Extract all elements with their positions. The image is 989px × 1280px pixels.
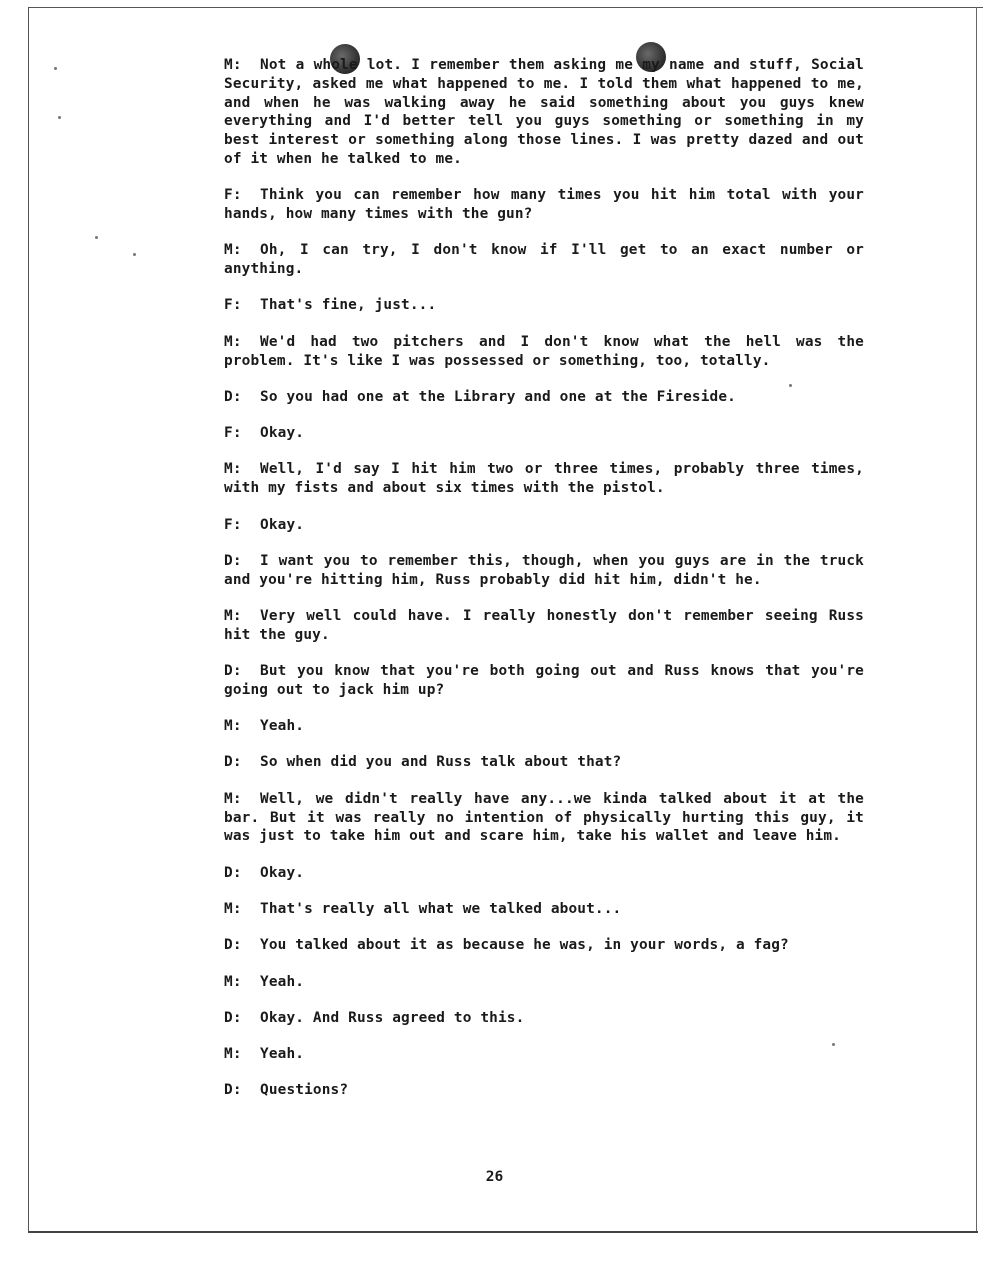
scan-speck (95, 236, 98, 239)
dialogue-text: Not a whole lot. I remember them asking me my name and stuff, Social Security, asked me what happened to me. I told them what happened to me, and when he was walking away he said something about you guys knew everything and I'd better tell you guys something or something in my best interest or something along those lines. I was pretty dazed and out of it when he talked to me. (224, 57, 864, 167)
scan-speck (54, 67, 57, 70)
transcript-entry (224, 424, 864, 443)
speaker-label: D: (224, 663, 242, 680)
speaker-label: F: (224, 425, 242, 442)
scan-speck (58, 116, 61, 119)
transcript-entry (224, 56, 864, 169)
dialogue-text: Okay. (260, 425, 305, 442)
dialogue-text: That's really all what we talked about... (260, 900, 622, 917)
transcript-entry (224, 864, 864, 883)
speaker-label: D: (224, 754, 242, 771)
transcript-body (224, 56, 864, 1118)
transcript-entry (224, 241, 864, 279)
transcript-entry (224, 1045, 864, 1064)
speaker-label: M: (224, 1046, 242, 1063)
dialogue-text: So you had one at the Library and one at the Fireside. (260, 388, 736, 405)
dialogue-text: Okay. (260, 516, 305, 533)
dialogue-text: That's fine, just... (260, 297, 437, 314)
speaker-label: D: (224, 1009, 242, 1026)
scan-border-left (28, 7, 29, 1232)
dialogue-text: Well, we didn't really have any...we kinda talked about it at the bar. But it was really no intention of physically hurting this guy, it was just to take him out and scare him, take his wallet and leave him. (224, 790, 864, 845)
dialogue-text: Well, I'd say I hit him two or three times, probably three times, with my fists and about six times with the pistol. (224, 461, 864, 497)
dialogue-text: Think you can remember how many times you hit him total with your hands, how many times with the gun? (224, 187, 864, 223)
speaker-label: M: (224, 973, 242, 990)
transcript-entry (224, 296, 864, 315)
transcript-entry (224, 552, 864, 590)
speaker-label: M: (224, 57, 242, 73)
speaker-label: M: (224, 718, 242, 735)
dialogue-text: Oh, I can try, I don't know if I'll get to an exact number or anything. (224, 242, 864, 278)
dialogue-text: Yeah. (260, 1046, 305, 1063)
transcript-entry (224, 717, 864, 736)
scan-speck (133, 253, 136, 256)
dialogue-text: But you know that you're both going out and Russ knows that you're going out to jack him up? (224, 663, 864, 698)
speaker-label: M: (224, 461, 242, 478)
transcript-entry (224, 388, 864, 407)
transcript-entry (224, 607, 864, 645)
dialogue-text: Yeah. (260, 718, 305, 735)
transcript-entry (224, 460, 864, 498)
transcript-entry (224, 973, 864, 992)
transcript-entry (224, 1081, 864, 1100)
speaker-label: M: (224, 790, 242, 807)
transcript-entry (224, 753, 864, 772)
speaker-label: D: (224, 552, 242, 569)
transcript-entry (224, 516, 864, 535)
speaker-label: D: (224, 937, 242, 954)
transcript-entry (224, 936, 864, 955)
dialogue-text: I want you to remember this, though, when you guys are in the truck and you're hitting him, Russ probably did hit him, didn't he. (224, 552, 864, 588)
transcript-entry (224, 1009, 864, 1028)
transcript-entry (224, 186, 864, 224)
speaker-label: M: (224, 242, 242, 259)
speaker-label: M: (224, 607, 242, 624)
transcript-entry (224, 790, 864, 846)
transcript-entry (224, 333, 864, 371)
speaker-label: F: (224, 297, 242, 314)
dialogue-text: So when did you and Russ talk about that? (260, 754, 622, 771)
scan-border-bottom (28, 1231, 978, 1233)
speaker-label: F: (224, 187, 242, 204)
page-number: 26 (485, 1169, 504, 1185)
speaker-label: D: (224, 388, 242, 405)
speaker-label: D: (224, 864, 242, 881)
dialogue-text: Okay. And Russ agreed to this. (260, 1009, 525, 1026)
speaker-label: M: (224, 900, 242, 917)
transcript-entry (224, 900, 864, 919)
scan-border-top (28, 7, 983, 8)
scan-border-right (976, 7, 977, 1232)
speaker-label: M: (224, 333, 242, 350)
dialogue-text: Very well could have. I really honestly don't remember seeing Russ hit the guy. (224, 607, 864, 643)
dialogue-text: Questions? (260, 1082, 349, 1099)
speaker-label: D: (224, 1082, 242, 1099)
dialogue-text: We'd had two pitchers and I don't know what the hell was the problem. It's like I was possessed or something, too, totally. (224, 333, 864, 369)
dialogue-text: Yeah. (260, 973, 305, 990)
speaker-label: F: (224, 516, 242, 533)
dialogue-text: Okay. (260, 864, 305, 881)
transcript-entry (224, 662, 864, 700)
dialogue-text: You talked about it as because he was, in your words, a fag? (260, 937, 789, 954)
